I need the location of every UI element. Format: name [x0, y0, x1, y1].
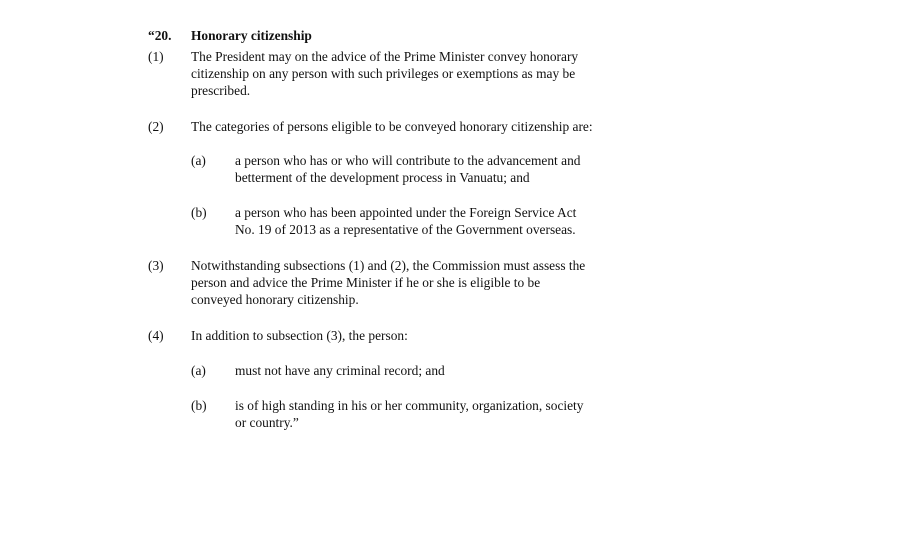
subsection-label: (3)	[148, 258, 164, 273]
subsection-text-line: conveyed honorary citizenship.	[191, 292, 359, 307]
subsection-label: (1)	[148, 49, 164, 64]
subsection-text-line: The categories of persons eligible to be conveyed honorary citizenship are:	[191, 119, 593, 134]
subsection-text-line: person and advice the Prime Minister if he or she is eligible to be	[191, 275, 541, 290]
subsection-label: (4)	[148, 328, 164, 343]
paragraph-text-line: must not have any criminal record; and	[235, 363, 445, 378]
paragraph-text-line: or country.”	[235, 415, 299, 430]
paragraph-text-line: No. 19 of 2013 as a representative of the Government overseas.	[235, 222, 576, 237]
paragraph-text-line: a person who has or who will contribute to the advancement and	[235, 153, 581, 168]
paragraph-text-line: a person who has been appointed under the Foreign Service Act	[235, 205, 577, 220]
subsection-text-line: Notwithstanding subsections (1) and (2), the Commission must assess the	[191, 258, 586, 273]
subsection-text-line: citizenship on any person with such privileges or exemptions as may be	[191, 66, 576, 81]
subsection-text-line: In addition to subsection (3), the person:	[191, 328, 408, 343]
subsection-text-line: The President may on the advice of the Prime Minister convey honorary	[191, 49, 579, 64]
paragraph-label: (a)	[191, 363, 206, 378]
subsection-text-line: prescribed.	[191, 83, 251, 98]
paragraph-label: (b)	[191, 205, 207, 220]
paragraph-text-line: betterment of the development process in Vanuatu; and	[235, 170, 530, 185]
paragraph-label: (b)	[191, 398, 207, 413]
section-title: Honorary citizenship	[191, 28, 312, 43]
paragraph-text-line: is of high standing in his or her community, organization, society	[235, 398, 584, 413]
subsection-label: (2)	[148, 119, 164, 134]
paragraph-label: (a)	[191, 153, 206, 168]
section-number: “20.	[148, 28, 172, 43]
